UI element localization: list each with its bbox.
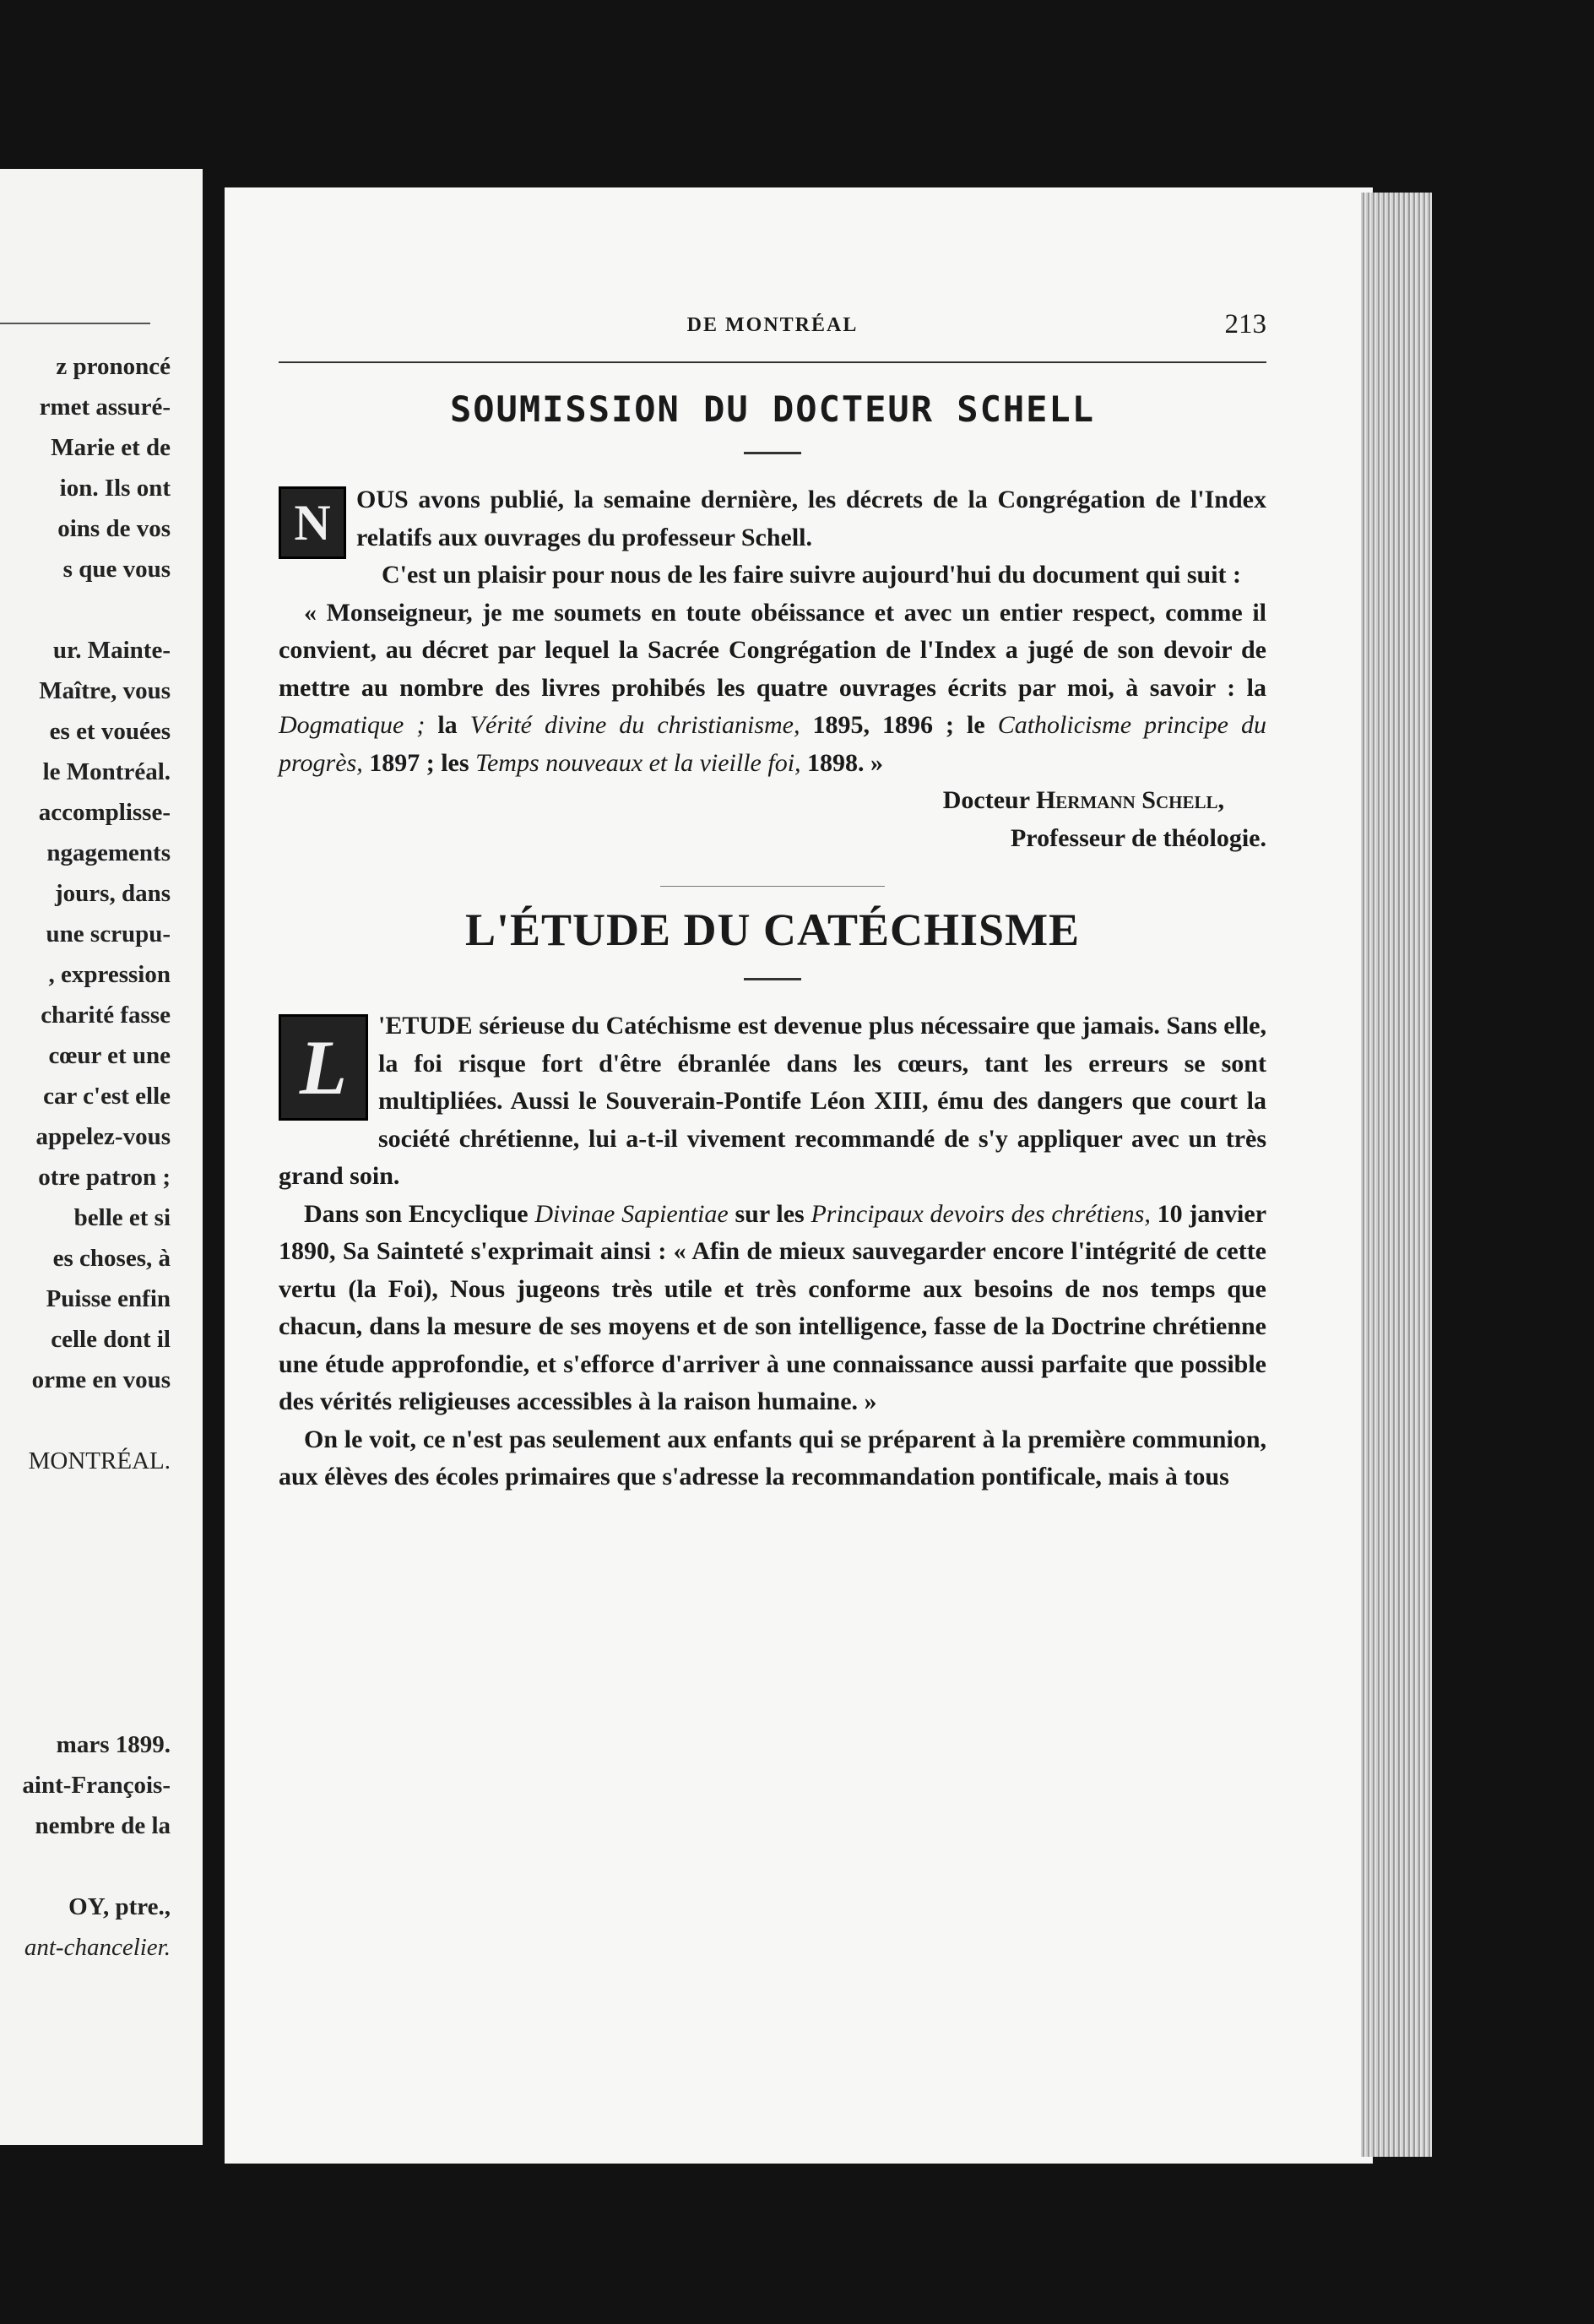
left-page-line: nembre de la bbox=[35, 1812, 171, 1839]
paragraph: On le voit, ce n'est pas seulement aux enfants qui se préparent à la première communion, aux élèves des écoles primaires que s'adresse la recommandation pontificale, mais à tous bbox=[279, 1425, 1266, 1491]
left-page-line: es choses, à bbox=[52, 1245, 171, 1272]
left-page-line: es et vouées bbox=[49, 718, 171, 745]
section-separator bbox=[660, 886, 885, 887]
left-page-line: Puisse enfin bbox=[46, 1285, 171, 1312]
paragraph: C'est un plaisir pour nous de les faire suivre aujourd'hui du document qui suit : bbox=[382, 561, 1242, 589]
left-page-line: ngagements bbox=[46, 839, 171, 866]
signature-title: Professeur de théologie. bbox=[1010, 823, 1266, 852]
left-page-line: jours, dans bbox=[55, 880, 171, 907]
left-page-rule bbox=[0, 323, 150, 324]
page-content bbox=[279, 309, 1267, 1496]
left-page-line: rmet assuré- bbox=[39, 394, 171, 421]
left-page-line: orme en vous bbox=[31, 1366, 171, 1393]
header-rule bbox=[279, 361, 1266, 363]
left-page-line: car c'est elle bbox=[43, 1083, 171, 1110]
section-title-catechisme: L'ÉTUDE DU CATÉCHISME bbox=[464, 904, 1081, 955]
running-title: DE MONTRÉAL bbox=[686, 314, 859, 336]
quotation: « Monseigneur, je me soumets en toute obéissance et avec un entier respect, comme il convient, au décret par lequel la Sacrée Congrégation de l'Index a jugé de son devoir de mettre au nombre des livres prohibés les quatre ouvrages écrits par moi, à savoir : la Dogmatique ; la Vérité divine du christianisme, 1895, 1896 ; le Catholicisme principe du progrès, 1897 ; les Temps nouveaux et la vieille foi, 1898. » bbox=[279, 598, 1267, 777]
left-page-line: mars 1899. bbox=[56, 1731, 171, 1758]
title-dash bbox=[744, 452, 801, 454]
left-page-line: cœur et une bbox=[48, 1042, 171, 1069]
paragraph: N OUS avons publié, la semaine dernière, les décrets de la Congrégation de l'Index relatifs aux ouvrages du professeur Schell. bbox=[279, 481, 1266, 557]
left-page-line: une scrupu- bbox=[46, 920, 171, 948]
signature: Docteur Hermann Schell, bbox=[942, 786, 1224, 814]
dropcap-l: L bbox=[279, 1014, 368, 1121]
main-page bbox=[225, 187, 1373, 2164]
title-dash bbox=[744, 978, 801, 980]
left-page-line: belle et si bbox=[73, 1204, 171, 1231]
paragraph: Dans son Encyclique Divinae Sapientiae sur les Principaux devoirs des chrétiens, 10 janvier 1890, Sa Sainteté s'exprimait ainsi : « Afin de mieux sauvegarder encore l'intégrité de cette vertu (la Foi), Nous jugeons très utile et très conforme aux besoins de nos temps que chacun, dans la mesure de ses moyens et de son intelligence, fasse de la Doctrine chrétienne une étude approfondie, et s'efforce d'arriver à une connaissance aussi parfaite que possible des vérités religieuses accessibles à la raison humaine. » bbox=[279, 1199, 1267, 1415]
running-head bbox=[279, 309, 1266, 355]
page-number: 213 bbox=[1224, 309, 1266, 339]
section-title-soumission: SOUMISSION DU DOCTEUR SCHELL bbox=[449, 388, 1095, 430]
left-page-line: appelez-vous bbox=[35, 1123, 171, 1150]
left-page-line: celle dont il bbox=[51, 1326, 171, 1353]
left-page-line: oins de vos bbox=[57, 515, 171, 542]
paragraph: L 'ETUDE sérieuse du Catéchisme est devenue plus nécessaire que jamais. Sans elle, la foi risque fort d'être ébranlée dans les cœurs, tant les erreurs se sont multipliées. Aussi le Souverain-Pontife Léon XIII, ému des dangers que court la société chrétienne, lui a-t-il vivement recommandé de s'y appliquer avec un très grand soin. bbox=[279, 1012, 1266, 1190]
left-page-line: Maître, vous bbox=[39, 677, 171, 704]
left-page-line: charité fasse bbox=[41, 1002, 171, 1029]
left-page-line: Marie et de bbox=[51, 434, 171, 461]
page-edge-stack bbox=[1361, 193, 1432, 2157]
left-page-line: otre patron ; bbox=[38, 1164, 171, 1191]
left-page-line: OY, ptre., bbox=[68, 1893, 171, 1920]
left-page-line: ion. Ils ont bbox=[59, 475, 171, 502]
left-page-line: , expression bbox=[48, 961, 171, 988]
left-page-line: accomplisse- bbox=[38, 799, 171, 826]
dropcap-n: N bbox=[279, 486, 346, 559]
left-page-line: ant-chancelier. bbox=[24, 1934, 171, 1961]
left-page-line: MONTRÉAL. bbox=[28, 1447, 171, 1474]
left-page bbox=[0, 169, 203, 2145]
left-page-line: ur. Mainte- bbox=[52, 637, 171, 664]
left-page-line: z prononcé bbox=[56, 353, 171, 380]
left-page-line: aint-François- bbox=[22, 1772, 171, 1799]
left-page-line: s que vous bbox=[62, 556, 171, 583]
left-page-line: le Montréal. bbox=[42, 758, 171, 785]
